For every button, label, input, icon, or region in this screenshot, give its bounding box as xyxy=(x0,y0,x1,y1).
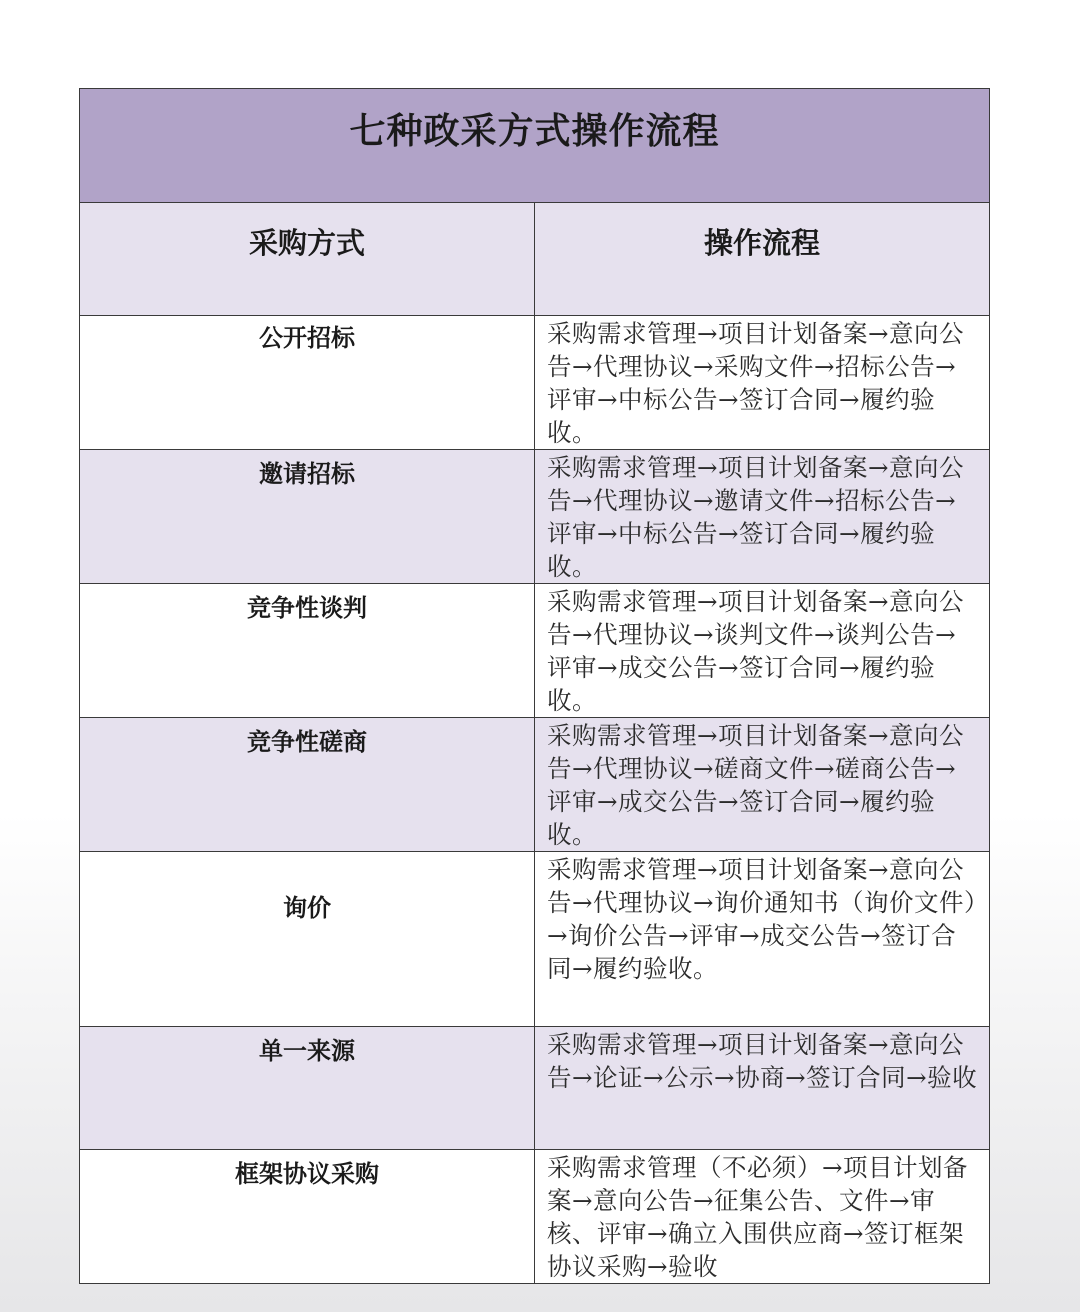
table-title: 七种政采方式操作流程 xyxy=(349,110,720,152)
process-cell xyxy=(535,584,990,718)
process-cell xyxy=(535,316,990,450)
method-cell xyxy=(80,584,535,718)
method-cell xyxy=(80,852,535,1027)
table-title-cell xyxy=(80,89,990,203)
method-cell xyxy=(80,316,535,450)
table-row xyxy=(80,316,990,450)
table-row xyxy=(80,852,990,1027)
table-row xyxy=(80,584,990,718)
process-text: 采购需求管理→项目计划备案→意向公告→代理协议→磋商文件→磋商公告→评审→成交公告→签订合同→履约验收。 xyxy=(547,721,965,849)
method-cell xyxy=(80,1027,535,1150)
process-text: 采购需求管理（不必须）→项目计划备案→意向公告→征集公告、文件→审核、评审→确立入围供应商→签订框架协议采购→验收 xyxy=(547,1153,969,1281)
header-process-cell xyxy=(535,203,990,316)
process-text: 采购需求管理→项目计划备案→意向公告→代理协议→采购文件→招标公告→评审→中标公告→签订合同→履约验收。 xyxy=(547,319,965,447)
method-cell xyxy=(80,450,535,584)
table-row xyxy=(80,1027,990,1150)
process-text: 采购需求管理→项目计划备案→意向公告→代理协议→谈判文件→谈判公告→评审→成交公告→签订合同→履约验收。 xyxy=(547,587,965,715)
process-text: 采购需求管理→项目计划备案→意向公告→代理协议→邀请文件→招标公告→评审→中标公告→签订合同→履约验收。 xyxy=(547,453,965,581)
process-text: 采购需求管理→项目计划备案→意向公告→论证→公示→协商→签订合同→验收 xyxy=(547,1030,978,1092)
procurement-table xyxy=(79,88,990,1284)
process-cell xyxy=(535,1150,990,1284)
method-cell xyxy=(80,1150,535,1284)
method-label: 公开招标 xyxy=(259,324,355,352)
method-label: 框架协议采购 xyxy=(235,1160,379,1188)
process-cell xyxy=(535,450,990,584)
process-text: 采购需求管理→项目计划备案→意向公告→代理协议→询价通知书（询价文件）→询价公告→评审→成交公告→签订合同→履约验收。 xyxy=(547,855,977,983)
method-cell xyxy=(80,718,535,852)
header-method: 采购方式 xyxy=(248,226,365,260)
header-process: 操作流程 xyxy=(703,226,820,260)
process-cell xyxy=(535,1027,990,1150)
process-cell xyxy=(535,852,990,1027)
table-row xyxy=(80,1150,990,1284)
method-label: 竞争性谈判 xyxy=(247,594,367,622)
method-label: 邀请招标 xyxy=(259,460,355,488)
method-label: 单一来源 xyxy=(259,1037,355,1065)
process-cell xyxy=(535,718,990,852)
header-row xyxy=(80,203,990,316)
header-method-cell xyxy=(80,203,535,316)
method-label: 竞争性磋商 xyxy=(247,728,367,756)
table-row xyxy=(80,718,990,852)
method-label: 询价 xyxy=(283,894,331,922)
table-row xyxy=(80,450,990,584)
